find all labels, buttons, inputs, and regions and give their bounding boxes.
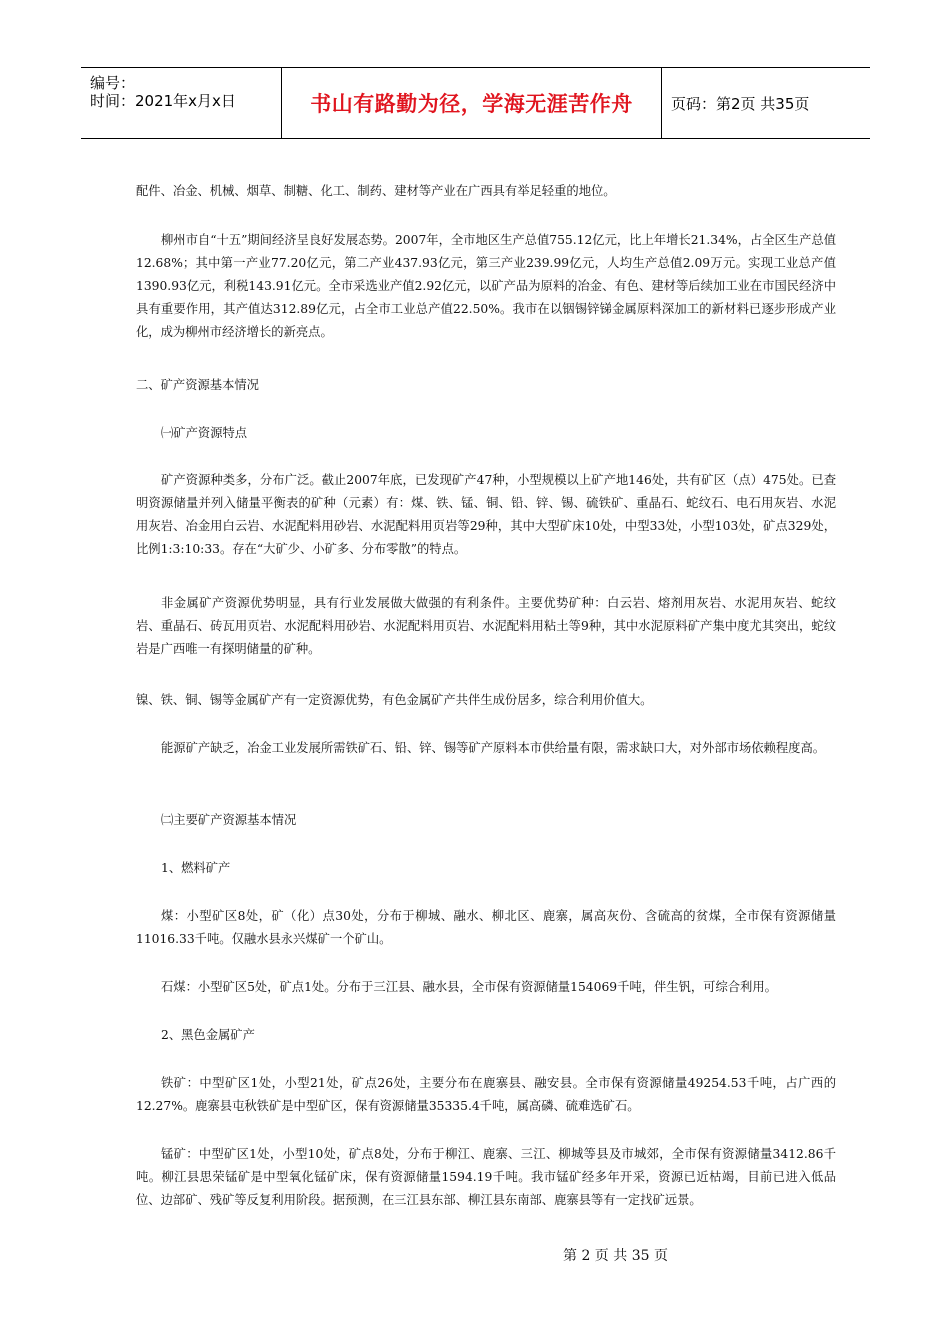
page-header (81, 67, 870, 139)
paragraph-manganese: 锰矿：中型矿区1处，小型10处，矿点8处，分布于柳江、鹿寨、三江、柳城等县及市城郊，全市保有资源储量3412.86千吨。柳江县思荣锰矿是中型氧化锰矿床，保有资源储量1594.19千吨。我市锰矿经多年开采，资源已近枯竭，目前已进入低品位、边部矿、残矿等反复利用阶段。据预测，在三江县东部、柳江县东南部、鹿寨县等有一定找矿远景。 (136, 1147, 836, 1207)
footer-page-number: 第 2 页 共 35 页 (563, 1248, 668, 1264)
paragraph-metal: 镍、铁、铜、锡等金属矿产有一定资源优势，有色金属矿产共伴生成份居多，综合利用价值大。 (136, 693, 653, 707)
paragraph-stone-coal: 石煤：小型矿区5处，矿点1处。分布于三江县、融水县，全市保有资源储量154069千吨，伴生钒，可综合利用。 (161, 980, 777, 994)
category-heading: 1、燃料矿产 (161, 861, 231, 875)
subsection-heading: ㈡主要矿产资源基本情况 (161, 813, 297, 827)
document-number-label: 编号： (90, 74, 136, 92)
paragraph-nonmetal: 非金属矿产资源优势明显，具有行业发展做大做强的有利条件。主要优势矿种：白云岩、熔剂用灰岩、水泥用灰岩、蛇纹岩、重晶石、砖瓦用页岩、水泥配料用砂岩、水泥配料用页岩、水泥配料用粘土等9种，其中水泥原料矿产集中度尤其突出，蛇纹岩是广西唯一有探明储量的矿种。 (136, 596, 836, 656)
header-motto-cell (281, 68, 662, 138)
section-heading: 二、矿产资源基本情况 (136, 378, 259, 392)
header-motto: 书山有路勤为径，学海无涯苦作舟 (310, 92, 633, 116)
subsection-heading: ㈠矿产资源特点 (161, 426, 248, 440)
paragraph-economy: 柳州市自“十五”期间经济呈良好发展态势。2007年，全市地区生产总值755.12亿元，比上年增长21.34%，占全区生产总值12.68%；其中第一产业77.20亿元，第二产业437.93亿元，第三产业239.99亿元，人均生产总值2.09万元。实现工业总产值1390.93亿元，利税143.91亿元。全市采选业产值2.92亿元，以矿产品为原料的冶金、有色、建材等后续加工业在市国民经济中具有重要作用，其产值达312.89亿元，占全市工业总产值22.50%。我市在以铟锡锌锑金属原料深加工的新材料已逐步形成产业化，成为柳州市经济增长的新亮点。 (136, 233, 836, 339)
header-page-label: 页码：第2页 共35页 (671, 94, 810, 113)
document-time-label: 时间：2021年x月x日 (90, 92, 236, 110)
paragraph-energy: 能源矿产缺乏，冶金工业发展所需铁矿石、铅、锌、锡等矿产原料本市供给量有限，需求缺口大，对外部市场依赖程度高。 (161, 741, 826, 755)
paragraph-iron: 铁矿：中型矿区1处，小型21处，矿点26处，主要分布在鹿寨县、融安县。全市保有资源储量49254.53千吨，占广西的12.27%。鹿寨县屯秋铁矿是中型矿区，保有资源储量35335.4千吨，属高磷、硫难选矿石。 (136, 1076, 836, 1113)
paragraph-resource-features: 矿产资源种类多，分布广泛。截止2007年底，已发现矿产47种，小型规模以上矿产地146处，共有矿区（点）475处。已查明资源储量并列入储量平衡表的矿种（元素）有：煤、铁、锰、铜、铅、锌、锡、硫铁矿、重晶石、蛇纹石、电石用灰岩、水泥用灰岩、冶金用白云岩、水泥配料用砂岩、水泥配料用页岩等29种，其中大型矿床10处，中型33处，小型103处，矿点329处，比例1:3:10:33。存在“大矿少、小矿多、分布零散”的特点。 (136, 473, 836, 556)
header-page-cell (661, 68, 870, 138)
paragraph-continued: 配件、冶金、机械、烟草、制糖、化工、制药、建材等产业在广西具有举足轻重的地位。 (136, 184, 616, 198)
category-heading: 2、黑色金属矿产 (161, 1028, 255, 1042)
paragraph-coal: 煤：小型矿区8处，矿（化）点30处，分布于柳城、融水、柳北区、鹿寨，属高灰份、含硫高的贫煤，全市保有资源储量11016.33千吨。仅融水县永兴煤矿一个矿山。 (136, 909, 836, 946)
header-left-cell (81, 68, 281, 138)
